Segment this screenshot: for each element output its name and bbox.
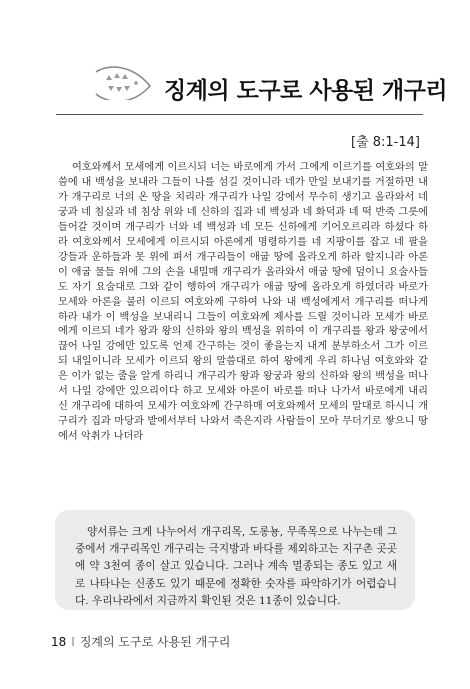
page-number: 18 [51, 635, 67, 649]
title-divider [56, 114, 423, 115]
footer-separator: I [71, 635, 75, 649]
info-note-text: 양서류는 크게 나누어서 개구리목, 도롱뇽, 무족목으로 나누는데 그 중에서 개구리목인 개구리는 극지방과 바다를 제외하고는 지구촌 곳곳에 약 3천여 종이 살고 있습니다. 그러나 계속 멸종되는 종도 있고 새로 나타나는 신종도 있기 때문에 정확한 숫자를 파악하기가 어렵습니다. 우리나라에서 지금까지 확인된 것은 11종이 있습니다. [75, 526, 397, 607]
page-footer [51, 633, 230, 650]
running-title: 징계의 도구로 사용된 개구리 [79, 635, 231, 649]
scripture-passage: 여호와께서 모세에게 이르시되 너는 바로에게 가서 그에게 이르기를 여호와의 말씀에 내 백성을 보내라 그들이 나를 섬길 것이니라 네가 만일 보내기를 거절하면 내가 개구리로 너의 온 땅을 치리라 개구리가 나일 강에서 무수히 생기고 올라와서 네 궁과 네 침실과 네 침상 위와 네 신하의 집과 네 백성과 네 화덕과 네 떡 반죽 그릇에 들어갈 것이며 개구리가 너와 네 백성과 네 모든 신하에게 기어오르리라 하셨다 하라 여호와께서 모세에게 이르시되 아론에게 명령하기를 네 지팡이를 잡고 네 팔을 강들과 운하들과 못 위에 펴서 개구리들이 애굽 땅에 올라오게 하라 할지니라 아론이 애굽 물들 위에 그의 손을 내밀매 개구리가 올라와서 애굽 땅에 덮이니 요술사들도 자기 요술대로 그와 같이 행하여 개구리가 애굽 땅에 올라오게 하였더라 바로가 모세와 아론을 불러 이르되 여호와께 구하여 나와 내 백성에게서 개구리를 떠나게 하라 내가 이 백성을 보내리니 그들이 여호와께 제사를 드릴 것이니라 모세가 바로에게 이르되 네가 왕과 왕의 신하와 왕의 백성을 위하여 이 개구리를 왕과 왕궁에서 끊어 나일 강에만 있도록 언제 간구하는 것이 좋을는지 내게 분부하소서 그가 이르되 내일이니라 모세가 이르되 왕의 말씀대로 하여 왕에게 우리 하나님 여호와와 같은 이가 없는 줄을 알게 하리니 개구리가 왕과 왕궁과 왕의 신하와 왕의 백성을 떠나서 나일 강에만 있으리이다 하고 모세와 아론이 바로를 떠나 나가서 바로에게 내리신 개구리에 대하여 모세가 여호와께 간구하매 여호와께서 모세의 말대로 하시니 개구리가 집과 마당과 밭에서부터 나와서 죽은지라 사람들이 모아 무더기로 쌓으니 땅에서 악취가 나더라 [58, 162, 429, 443]
info-note-box [55, 510, 415, 610]
chapter-header [92, 64, 448, 108]
chapter-title: 징계의 도구로 사용된 개구리 [164, 78, 448, 104]
ichthys-fish-icon [92, 66, 156, 100]
scripture-reference: [출 8:1-14] [351, 135, 420, 150]
